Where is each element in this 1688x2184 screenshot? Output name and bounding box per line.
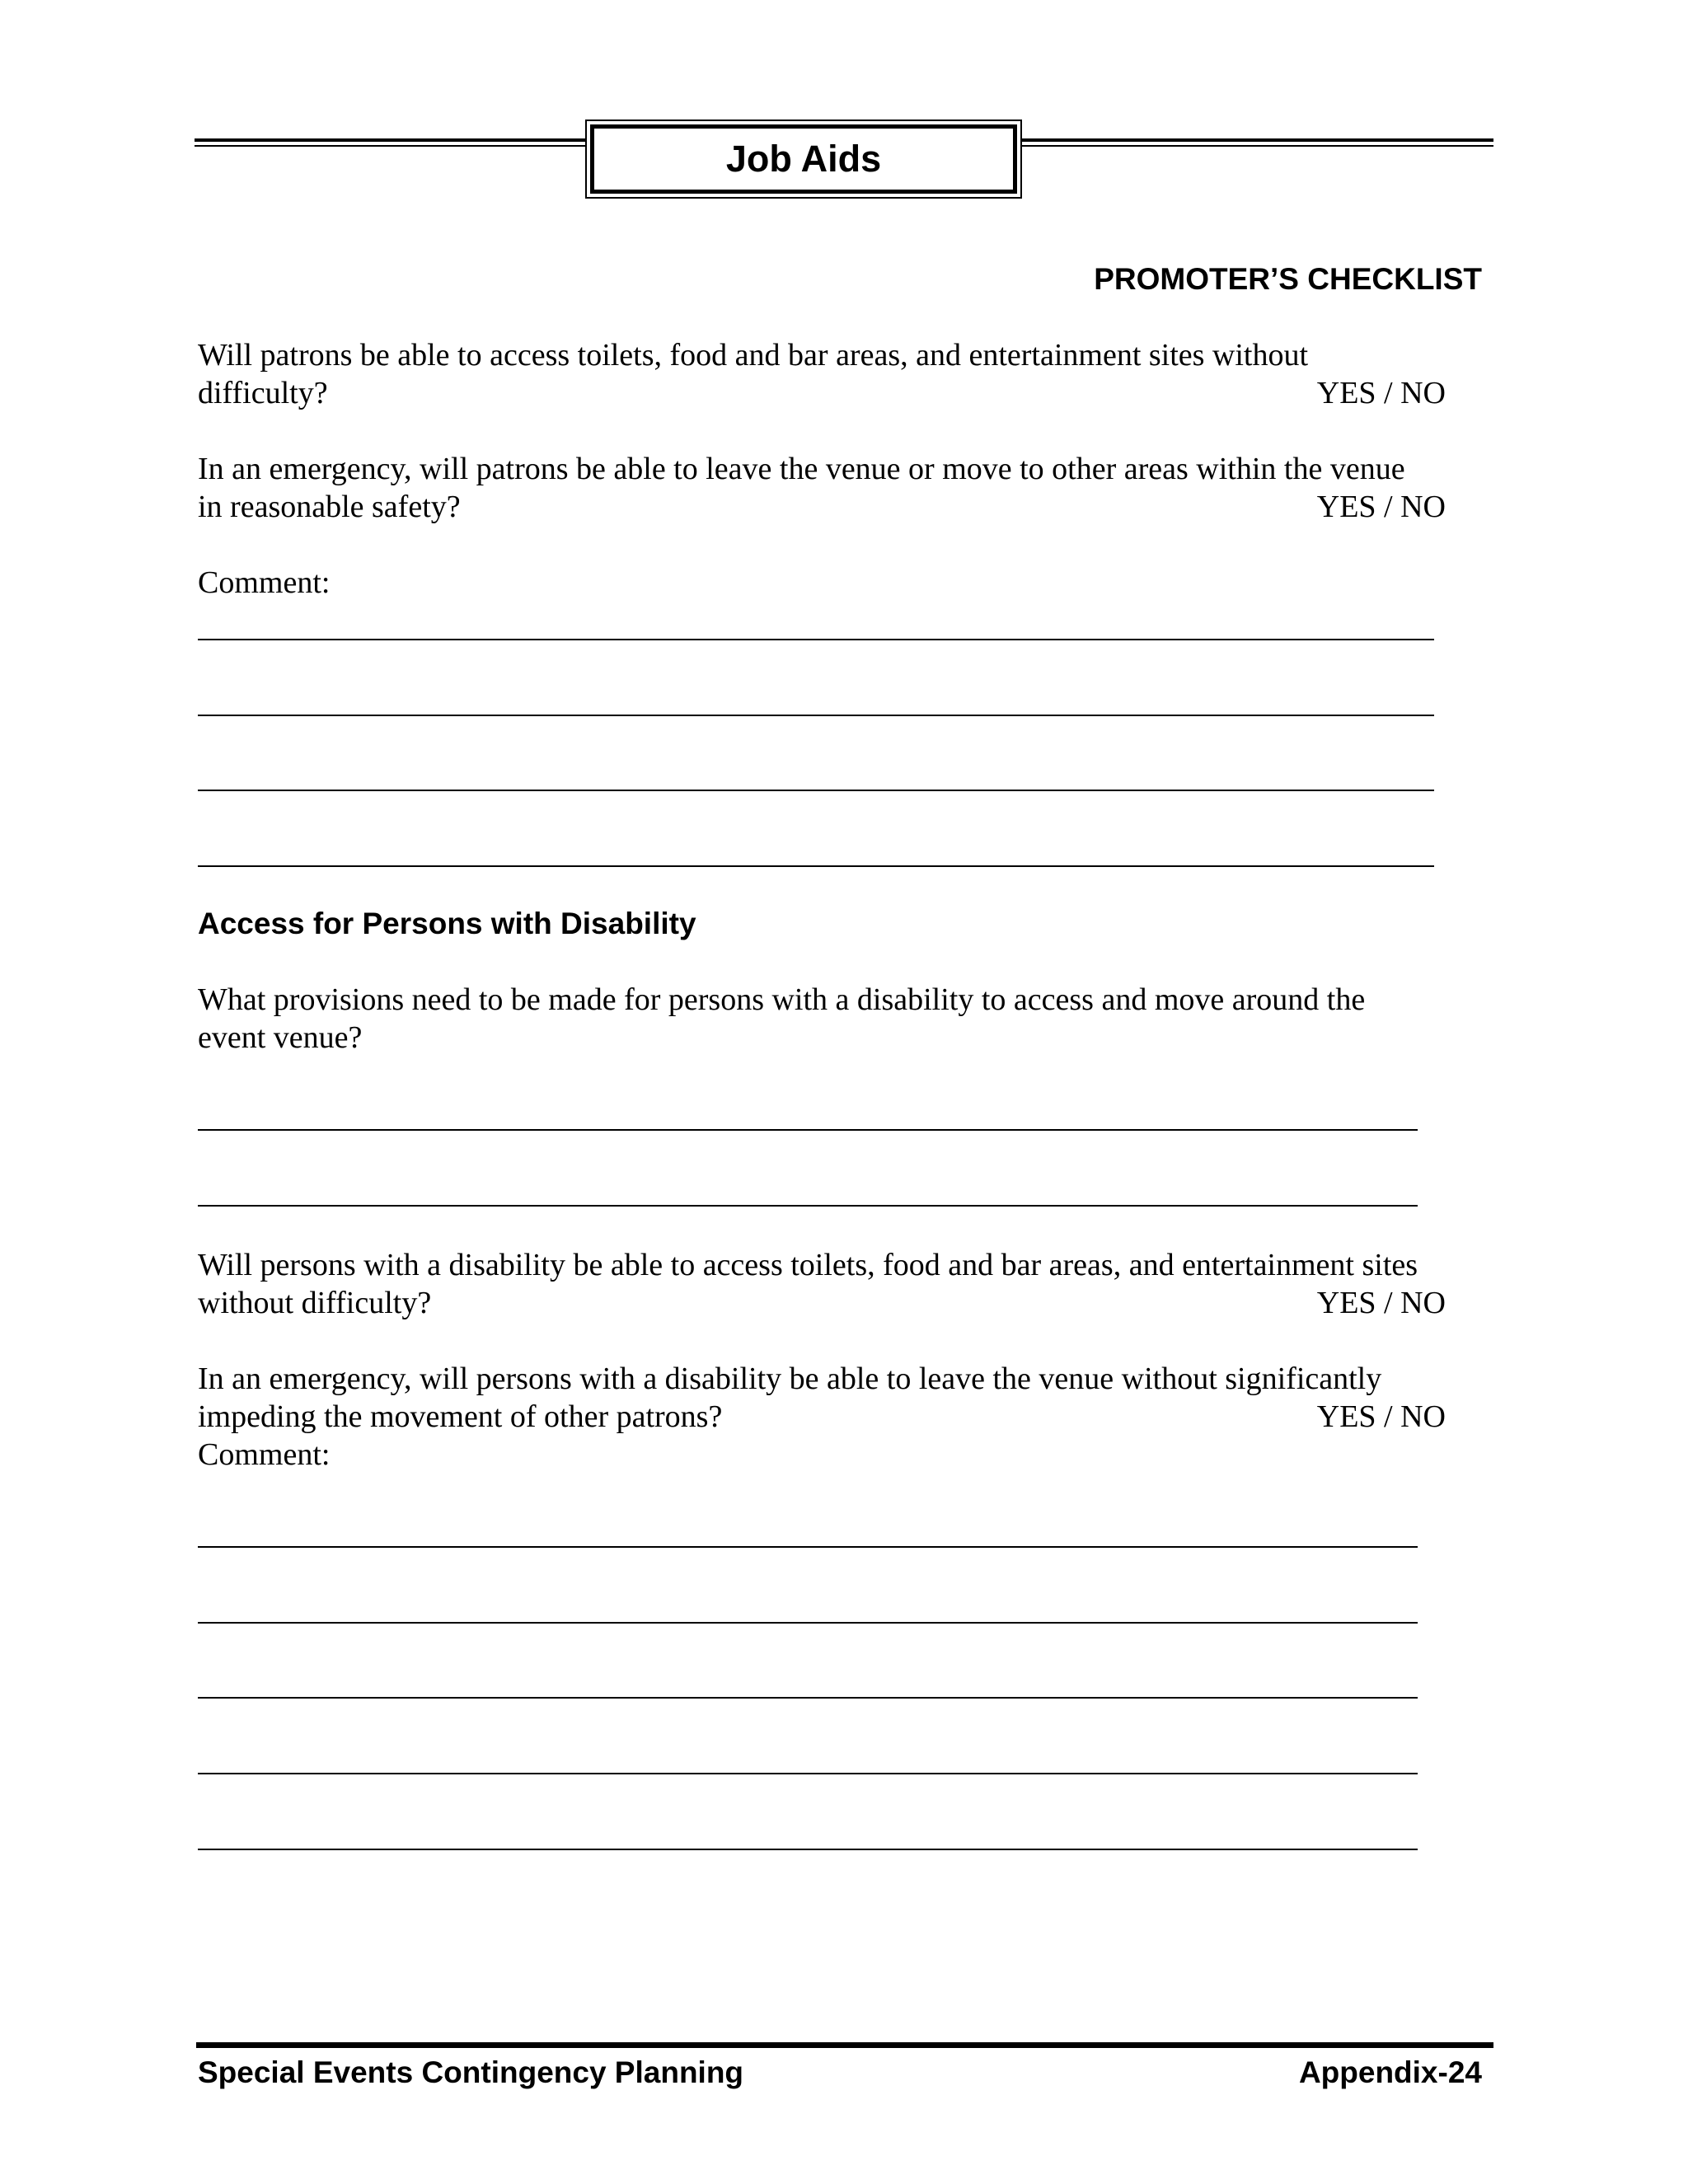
question-emergency-exit	[198, 450, 1446, 526]
question-line2: without difficulty?	[198, 1286, 432, 1320]
yes-no-answer[interactable]: YES / NO	[1316, 1399, 1446, 1434]
question-access-toilets	[198, 336, 1446, 412]
comment-line[interactable]	[198, 865, 1434, 867]
header-rule-right	[1020, 138, 1493, 147]
yes-no-answer[interactable]: YES / NO	[1316, 490, 1446, 524]
question-line2: difficulty?	[198, 376, 328, 410]
footer-rule	[196, 2042, 1493, 2048]
question-disability-access	[198, 1246, 1446, 1322]
yes-no-answer[interactable]: YES / NO	[1316, 376, 1446, 410]
answer-line[interactable]	[198, 1205, 1418, 1207]
question-line1: In an emergency, will patrons be able to leave the venue or move to other areas within the venue	[198, 452, 1405, 486]
comment-line[interactable]	[198, 790, 1434, 791]
comment-label: Comment:	[198, 565, 331, 600]
question-line1: Will patrons be able to access toilets, food and bar areas, and entertainment sites without	[198, 338, 1309, 373]
comment-line[interactable]	[198, 1622, 1418, 1624]
question-provisions	[198, 981, 1451, 1057]
question-line1: In an emergency, will persons with a disability be able to leave the venue without significantly	[198, 1361, 1382, 1396]
footer-title: Special Events Contingency Planning	[198, 2055, 744, 2089]
section-title: PROMOTER’S CHECKLIST	[1094, 262, 1482, 296]
header-title-box	[585, 120, 1022, 199]
answer-line[interactable]	[198, 1129, 1418, 1131]
header-rule-left	[195, 138, 587, 147]
comment-line[interactable]	[198, 1546, 1418, 1548]
question-line2: impeding the movement of other patrons?	[198, 1399, 723, 1434]
question-line1: Will persons with a disability be able to access toilets, food and bar areas, and entertainment sites	[198, 1248, 1418, 1282]
comment-label: Comment:	[198, 1437, 331, 1472]
header-title: Job Aids	[590, 124, 1017, 194]
comment-line[interactable]	[198, 1849, 1418, 1850]
comment-line[interactable]	[198, 1773, 1418, 1774]
question-disability-emergency	[198, 1360, 1446, 1436]
question-line2: in reasonable safety?	[198, 490, 461, 524]
disability-heading: Access for Persons with Disability	[198, 907, 696, 940]
comment-line[interactable]	[198, 1697, 1418, 1699]
yes-no-answer[interactable]: YES / NO	[1316, 1286, 1446, 1320]
question-line1: What provisions need to be made for persons with a disability to access and move around the	[198, 982, 1366, 1017]
question-line2: event venue?	[198, 1020, 363, 1055]
comment-line[interactable]	[198, 715, 1434, 716]
footer-page-number: Appendix-24	[1298, 2055, 1482, 2089]
comment-line[interactable]	[198, 639, 1434, 640]
